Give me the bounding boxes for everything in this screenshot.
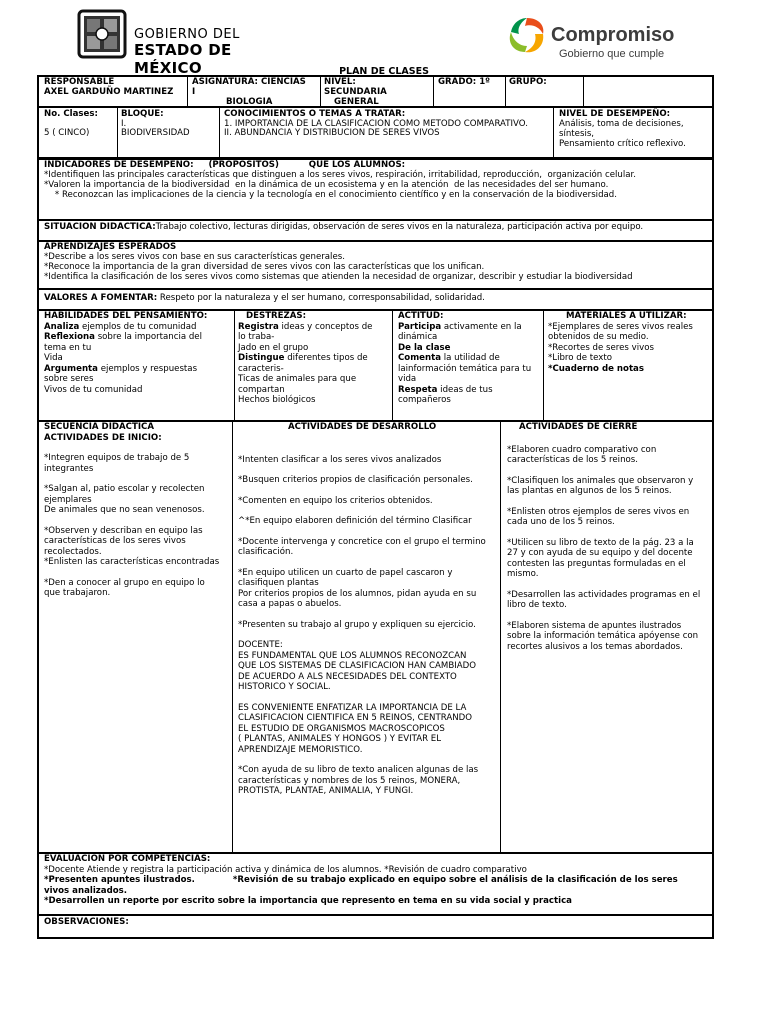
conocimientos-1: 1. IMPORTANCIA DE LA CLASIFICACION COMO METODO COMPARATIVO.: [224, 119, 528, 129]
desarrollo-item: *Presenten su trabajo al grupo y expliquen su ejercicio.: [238, 619, 476, 630]
habilidades-cell: [44, 311, 232, 395]
actitud-cell: [398, 311, 542, 406]
bloque-label: BLOQUE:: [121, 109, 164, 119]
conocimientos-label: CONOCIMIENTOS O TEMAS A TRATAR:: [224, 109, 406, 119]
nivel-desempeno-label: NIVEL DE DESEMPEÑO:: [559, 109, 671, 119]
argumenta-label: Argumenta: [44, 363, 98, 374]
evaluacion-label: EVALUACION POR COMPETENCIAS:: [44, 854, 211, 864]
nivel-desempeno-2: síntesis,: [559, 129, 595, 139]
indicador-item: *Valoren la importancia de la biodiversidad en la dinámica de un ecosistema y en la atención de las necesidades del ser humano.: [44, 180, 609, 190]
respeta-text: ideas de tus: [437, 384, 493, 395]
evaluacion-line: vivos analizados.: [44, 885, 128, 896]
compromiso-swirl-icon: [505, 14, 549, 58]
clases-value: 5 ( CINCO): [44, 128, 90, 138]
actitud-line: compañeros: [398, 395, 451, 405]
nivel-value: SECUNDARIA: [324, 87, 387, 97]
nivel-label: NIVEL:: [324, 77, 356, 87]
comenta-label: Comenta: [398, 353, 442, 363]
secuencia-label: SECUENCIA DIDACTICA: [44, 422, 154, 432]
nivel-desempeno-1: Análisis, toma de decisiones,: [559, 119, 684, 129]
material-item: *Cuaderno de notas: [548, 363, 644, 374]
cierre-item: *Utilicen su libro de texto de la pág. 23 a la 27 y con ayuda de su equipo y del docente contesten las preguntas formuladas en el mismo.: [507, 537, 694, 579]
actitud-line: vida: [398, 374, 417, 384]
nivel-desempeno-3: Pensamiento crítico reflexivo.: [559, 139, 686, 149]
responsable-value: AXEL GARDUÑO MARTINEZ: [44, 87, 174, 97]
evaluacion-line: *Presenten apuntes ilustrados.: [44, 875, 195, 885]
actitud-label: ACTITUD:: [398, 311, 444, 321]
indicador-item: * Reconozcan las implicaciones de la ciencia y la tecnología en el conocimiento científico y en la conservación de la biodiversidad.: [44, 190, 617, 200]
asignatura-value: BIOLOGIA: [226, 97, 273, 107]
brand-title: Compromiso: [551, 24, 675, 46]
inicio-item: *Observen y describan en equipo las características de los seres vivos recolectados. *Enlisten las características encontradas: [44, 525, 220, 567]
destrezas-cell: [238, 311, 390, 406]
destrezas-line: caracteris-: [238, 363, 284, 374]
material-item: obtenidos de su medio.: [548, 332, 649, 342]
aprendizaje-item: *Describe a los seres vivos con base en sus características generales.: [44, 252, 345, 262]
desarrollo-item: ES CONVENIENTE ENFATIZAR LA IMPORTANCIA DE LA CLASIFICACION CIENTIFICA EN 5 REINOS, CENTRANDO EL ESTUDIO DE ORGANISMOS MACROSCOPICOS ( PLANTAS, ANIMALES Y HONGOS ) Y EVITAR EL APRENDIZAJE MEMORISTICO.: [238, 702, 473, 755]
desarrollo-item: *Con ayuda de su libro de texto analicen algunas de las características y nombres de los 5 reinos, MONERA, PROTISTA, PLANTAE, ANIMALIA, Y FUNGI.: [238, 765, 479, 796]
cierre-item: *Desarrollen las actividades programas en el libro de texto.: [507, 589, 701, 610]
habilidades-label: HABILIDADES DEL PENSAMIENTO:: [44, 311, 208, 321]
inicio-item: *Den a conocer al grupo en equipo lo que trabajaron.: [44, 577, 205, 598]
gov-line2: ESTADO DE MÉXICO: [134, 41, 232, 77]
material-item: *Ejemplares de seres vivos reales: [548, 321, 693, 332]
divider: [320, 76, 321, 107]
cierre-item: *Enlisten otros ejemplos de seres vivos en cada uno de los 5 reinos.: [507, 506, 690, 527]
evaluacion-cell: [44, 854, 710, 907]
divider: [500, 421, 501, 853]
participa-label: Participa: [398, 321, 442, 332]
distingue-text: diferentes tipos de: [284, 353, 368, 363]
cierre-label: ACTIVIDADES DE CIERRE: [519, 422, 638, 432]
situacion-label: SITUACION DIDACTICA:: [44, 222, 156, 232]
desarrollo-item: *En equipo utilicen un cuarto de papel cascaron y clasifiquen plantas Por criterios propios de los alumnos, pidan ayuda en su casa a papas o abuelos.: [238, 567, 477, 609]
asignatura-label: ASIGNATURA: CIENCIAS: [192, 77, 306, 87]
divider: [505, 76, 506, 107]
actitud-line: De la clase: [398, 342, 451, 353]
coat-of-arms-icon: [76, 8, 128, 60]
divider: [219, 107, 220, 159]
indicadores-label: INDICADORES DE DESEMPEÑO: (PROPÓSITOS) QUE LOS ALUMNOS:: [44, 160, 406, 170]
evaluacion-line: *Docente Atiende y registra la participación activa y dinámica de los alumnos. *Revisión de cuadro comparativo: [44, 864, 527, 875]
situacion-text: [44, 222, 643, 233]
actitud-line: lainformación temática para tu: [398, 363, 532, 374]
valores-text: [44, 293, 485, 304]
valores-label: VALORES A FOMENTAR:: [44, 293, 158, 303]
brand-subtitle: Gobierno que cumple: [559, 48, 665, 60]
inicio-label: ACTIVIDADES DE INICIO:: [44, 432, 162, 443]
inicio-column: [44, 422, 230, 599]
compromiso-logo: [505, 14, 715, 64]
cierre-item: *Elaboren cuadro comparativo con características de los 5 reinos.: [507, 444, 657, 465]
responsable-label: RESPONSABLE: [44, 77, 115, 87]
nivel-value-2: GENERAL: [334, 97, 379, 107]
indicador-item: *Identifiquen las principales características que distinguen a los seres vivos, respiración, irritabilidad, reproducción, organización celular.: [44, 170, 636, 180]
divider: [433, 76, 434, 107]
valores-value: Respeto por la naturaleza y el ser humano, corresponsabilidad, solidaridad.: [157, 293, 485, 303]
cierre-item: *Elaboren sistema de apuntes ilustrados sobre la información temática apóyense con recortes alusivos a los temas abordados.: [507, 620, 699, 652]
bloque-value: I.: [121, 119, 127, 129]
evaluacion-line: *Desarrollen un reporte por escrito sobre la importancia que represento en tema en su vida social y practica: [44, 896, 572, 906]
bloque-value-2: BIODIVERSIDAD: [121, 128, 190, 138]
gov-line1: GOBIERNO DEL: [134, 27, 240, 42]
destrezas-line: Ticas de animales para que: [238, 374, 357, 384]
divider: [232, 421, 233, 853]
situacion-value: Trabajo colectivo, lecturas dirigidas, observación de seres vivos en la naturaleza, participación activa por equipo.: [155, 222, 644, 232]
divider: [553, 107, 554, 159]
divider: [187, 76, 188, 107]
page-title: PLAN DE CLASES: [339, 66, 429, 77]
aprendizaje-item: *Identifica la clasificación de los seres vivos como sistemas que atienden la necesidad de organizar, describir y estudiar la biodiversidad: [44, 272, 633, 282]
grupo-label: GRUPO:: [509, 77, 547, 87]
participa-text: activamente en la: [441, 321, 522, 332]
reflexiona-label: Reflexiona: [44, 332, 95, 342]
habilidades-line: Vivos de tu comunidad: [44, 384, 143, 395]
evaluacion-line: *Revisión de su trabajo explicado en equipo sobre el análisis de la clasificación de los seres: [232, 875, 678, 885]
habilidades-line: Vida: [44, 353, 63, 363]
inicio-item: *Integren equipos de trabajo de 5 integrantes: [44, 453, 190, 474]
cierre-column: [507, 422, 712, 652]
asignatura-line2: I: [192, 87, 196, 97]
divider: [392, 310, 393, 421]
desarrollo-item: *Intenten clasificar a los seres vivos analizados: [238, 454, 442, 465]
analiza-label: Analiza: [44, 321, 80, 332]
aprendizajes-label: APRENDIZAJES ESPERADOS: [44, 242, 177, 252]
destrezas-line: Jado en el grupo: [238, 342, 309, 353]
desarrollo-label: ACTIVIDADES DE DESARROLLO: [288, 422, 437, 432]
material-item: *Libro de texto: [548, 353, 612, 363]
desarrollo-item: DOCENTE: ES FUNDAMENTAL QUE LOS ALUMNOS RECONOZCAN QUE LOS SISTEMAS DE CLASIFICACION HAN CAMBIADO DE ACUERDO A ALS NECESIDADES DEL CONTEXTO HISTORICO Y SOCIAL.: [238, 640, 477, 692]
registra-label: Registra: [238, 321, 279, 332]
materiales-label: MATERIALES A UTILIZAR:: [566, 311, 687, 321]
habilidades-line: sobre seres: [44, 374, 94, 384]
destrezas-line: Hechos biológicos: [238, 395, 316, 405]
registra-text: ideas y conceptos de: [278, 321, 373, 332]
habilidades-line: tema en tu: [44, 342, 92, 353]
desarrollo-column: [238, 422, 498, 797]
grado-label: GRADO: 1º: [438, 77, 491, 87]
divider: [234, 310, 235, 421]
reflexiona-text: sobre la importancia del: [94, 332, 202, 342]
destrezas-line: lo traba-: [238, 332, 275, 342]
clases-label: No. Clases:: [44, 109, 98, 119]
material-item: *Recortes de seres vivos: [548, 342, 654, 353]
actitud-line: dinámica: [398, 332, 438, 342]
aprendizaje-item: *Reconoce la importancia de la gran diversidad de seres vivos con las características que los unifican.: [44, 262, 485, 272]
desarrollo-item: *Comenten en equipo los criterios obtenidos.: [238, 495, 433, 506]
desarrollo-item: *Docente intervenga y concretice con el grupo el termino clasificación.: [238, 536, 486, 557]
argumenta-text: ejemplos y respuestas: [97, 363, 198, 374]
observaciones-label: OBSERVACIONES:: [44, 917, 129, 927]
distingue-label: Distingue: [238, 353, 285, 363]
divider: [543, 310, 544, 421]
destrezas-line: compartan: [238, 384, 285, 395]
materiales-cell: [548, 311, 712, 374]
desarrollo-item: ^*En equipo elaboren definición del término Clasificar: [238, 516, 472, 526]
inicio-item: *Salgan al, patio escolar y recolecten ejemplares De animales que no sean venenosos.: [44, 484, 205, 515]
respeta-label: Respeta: [398, 384, 438, 395]
destrezas-label: DESTREZAS:: [246, 311, 307, 321]
divider: [583, 76, 584, 107]
conocimientos-2: II. ABUNDANCIA Y DISTRIBUCION DE SERES VIVOS: [224, 128, 440, 138]
observaciones-box: [37, 914, 714, 939]
gobierno-logo: [76, 8, 286, 77]
desarrollo-item: *Busquen criterios propios de clasificación personales.: [238, 475, 473, 485]
comenta-text: la utilidad de: [441, 353, 500, 363]
divider: [117, 107, 118, 159]
analiza-text: ejemplos de tu comunidad: [79, 321, 197, 332]
cierre-item: *Clasifiquen los animales que observaron y las plantas en algunos de los 5 reinos.: [507, 475, 694, 496]
